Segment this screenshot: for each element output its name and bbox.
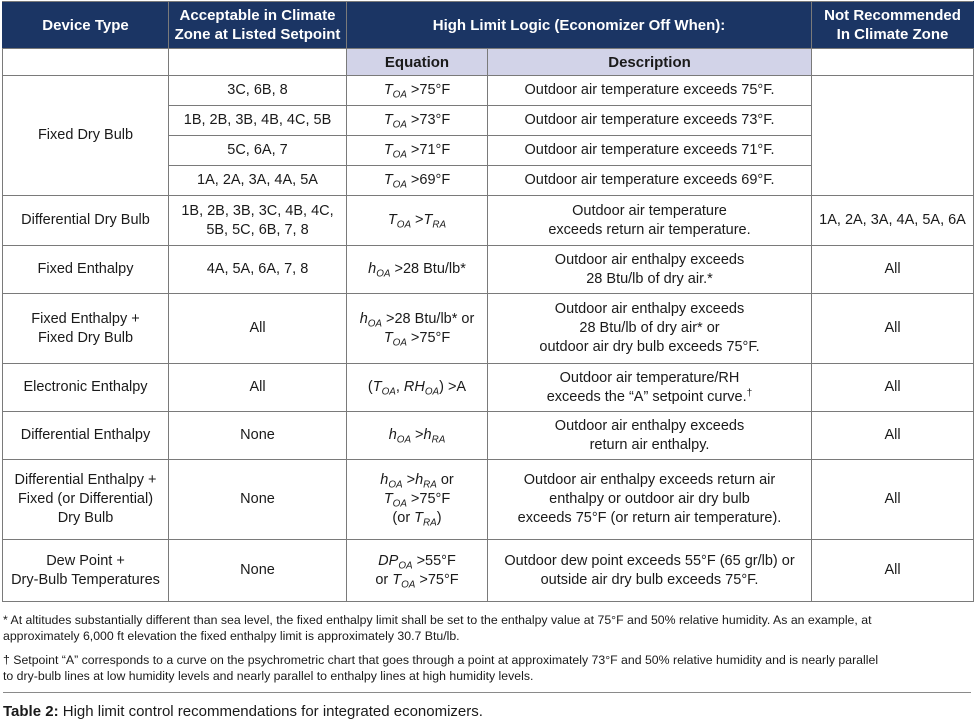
equation-cell: ($T_{OA}$, $RH_{OA}) >A$ bbox=[347, 364, 488, 412]
equation-cell: $T_{OA} >T_{RA}$ bbox=[347, 196, 488, 246]
not-recommended-cell: All bbox=[812, 540, 974, 602]
dagger-mark: † bbox=[746, 387, 753, 399]
table-subheader-row bbox=[3, 49, 974, 76]
caption-text: High limit control recommendations for integrated economizers. bbox=[58, 703, 483, 720]
not-recommended-cell bbox=[812, 76, 974, 196]
device-type-cell: Electronic Enthalpy bbox=[3, 364, 169, 412]
equation-cell: $T_{OA} >69^\circ F$ bbox=[347, 166, 488, 196]
caption-divider bbox=[3, 692, 971, 693]
table-row bbox=[3, 364, 974, 412]
not-recommended-cell: All bbox=[812, 460, 974, 540]
description-cell: Outdoor dew point exceeds 55°F (65 gr/lb) or outside air dry bulb exceeds 75°F. bbox=[488, 540, 812, 602]
subheader-blank-cell bbox=[812, 49, 974, 76]
zones-cell: 4A, 5A, 6A, 7, 8 bbox=[169, 246, 347, 294]
zones-cell: None bbox=[169, 412, 347, 460]
zones-cell: 1B, 2B, 3B, 4B, 4C, 5B bbox=[169, 106, 347, 136]
equation-cell: $T_{OA} >71^\circ F$ bbox=[347, 136, 488, 166]
not-recommended-cell: All bbox=[812, 364, 974, 412]
description-cell: Outdoor air enthalpy exceeds 28 Btu/lb of dry air.* bbox=[488, 246, 812, 294]
description-cell: Outdoor air temperature exceeds 69°F. bbox=[488, 166, 812, 196]
table-header-row bbox=[3, 2, 974, 49]
zones-cell: 1A, 2A, 3A, 4A, 5A bbox=[169, 166, 347, 196]
header-acceptable-zone: Acceptable in Climate Zone at Listed Setpoint bbox=[169, 2, 347, 49]
subheader-description: Description bbox=[488, 49, 812, 76]
not-recommended-cell: All bbox=[812, 246, 974, 294]
table-row bbox=[3, 246, 974, 294]
not-recommended-cell: All bbox=[812, 294, 974, 364]
zones-cell: None bbox=[169, 460, 347, 540]
table-row bbox=[3, 76, 974, 106]
equation-cell: $h_{OA} >28$ Btu/lb* bbox=[347, 246, 488, 294]
description-cell: Outdoor air enthalpy exceeds 28 Btu/lb of dry air* or outdoor air dry bulb exceeds 75°F. bbox=[488, 294, 812, 364]
header-not-recommended: Not Recommended In Climate Zone bbox=[812, 2, 974, 49]
description-cell: Outdoor air temperature/RH exceeds the “A” setpoint curve.† bbox=[488, 364, 812, 412]
table-row bbox=[3, 460, 974, 540]
subheader-blank-cell bbox=[3, 49, 169, 76]
equation-cell: $T_{OA} >75^\circ F$ bbox=[347, 76, 488, 106]
description-cell: Outdoor air temperature exceeds 75°F. bbox=[488, 76, 812, 106]
table-row bbox=[3, 196, 974, 246]
zones-cell: All bbox=[169, 294, 347, 364]
equation-cell: $DP_{OA} >55^\circ F$ or $T_{OA} >75^\circ F$ bbox=[347, 540, 488, 602]
not-recommended-cell: 1A, 2A, 3A, 4A, 5A, 6A bbox=[812, 196, 974, 246]
device-type-cell: Dew Point + Dry-Bulb Temperatures bbox=[3, 540, 169, 602]
device-type-cell: Fixed Enthalpy + Fixed Dry Bulb bbox=[3, 294, 169, 364]
header-high-limit-logic: High Limit Logic (Economizer Off When): bbox=[347, 2, 812, 49]
table-row bbox=[3, 294, 974, 364]
description-cell: Outdoor air temperature exceeds 73°F. bbox=[488, 106, 812, 136]
device-type-cell: Differential Enthalpy bbox=[3, 412, 169, 460]
not-recommended-cell: All bbox=[812, 412, 974, 460]
device-type-cell: Differential Enthalpy + Fixed (or Differential) Dry Bulb bbox=[3, 460, 169, 540]
subheader-equation: Equation bbox=[347, 49, 488, 76]
description-cell: Outdoor air temperature exceeds 71°F. bbox=[488, 136, 812, 166]
device-type-cell: Fixed Dry Bulb bbox=[3, 76, 169, 196]
header-device-type: Device Type bbox=[3, 2, 169, 49]
zones-cell: 3C, 6B, 8 bbox=[169, 76, 347, 106]
description-cell: Outdoor air enthalpy exceeds return air enthalpy. bbox=[488, 412, 812, 460]
zones-cell: 5C, 6A, 7 bbox=[169, 136, 347, 166]
caption-label: Table 2: bbox=[3, 703, 59, 720]
table-row bbox=[3, 412, 974, 460]
high-limit-table bbox=[2, 1, 974, 602]
equation-cell: $T_{OA} >73^\circ F$ bbox=[347, 106, 488, 136]
footnote-altitude: * At altitudes substantially different than sea level, the fixed enthalpy limit shall be set to the enthalpy value at 75°F and 50% relative humidity. As an example, at approximately 6,000 ft elevation the fixed enthalpy limit is approximately 30.7 Btu/lb. bbox=[3, 613, 872, 643]
equation-cell: $h_{OA} >h_{RA}$ bbox=[347, 412, 488, 460]
table-caption bbox=[3, 702, 483, 721]
equation-cell: $h_{OA} >h_{RA}$ or $T_{OA} >75^\circ F$ (or $T_{RA}$) bbox=[347, 460, 488, 540]
subheader-blank-cell bbox=[169, 49, 347, 76]
device-type-cell: Fixed Enthalpy bbox=[3, 246, 169, 294]
zones-cell: All bbox=[169, 364, 347, 412]
table-row bbox=[3, 540, 974, 602]
zones-cell: None bbox=[169, 540, 347, 602]
device-type-cell: Differential Dry Bulb bbox=[3, 196, 169, 246]
description-cell: Outdoor air temperature exceeds return air temperature. bbox=[488, 196, 812, 246]
zones-cell: 1B, 2B, 3B, 3C, 4B, 4C, 5B, 5C, 6B, 7, 8 bbox=[169, 196, 347, 246]
footnote-setpoint-a: † Setpoint “A” corresponds to a curve on the psychrometric chart that goes through a point at approximately 73°F and 50% relative humidity and is nearly parallel to dry-bulb lines at low humidity levels and nearly parallel to enthalpy lines at high humidity levels. bbox=[3, 653, 879, 683]
equation-cell: $h_{OA} >28$ Btu/lb* or $T_{OA} >75^\circ F$ bbox=[347, 294, 488, 364]
description-cell: Outdoor air enthalpy exceeds return air enthalpy or outdoor air dry bulb exceeds 75°F (or return air temperature). bbox=[488, 460, 812, 540]
